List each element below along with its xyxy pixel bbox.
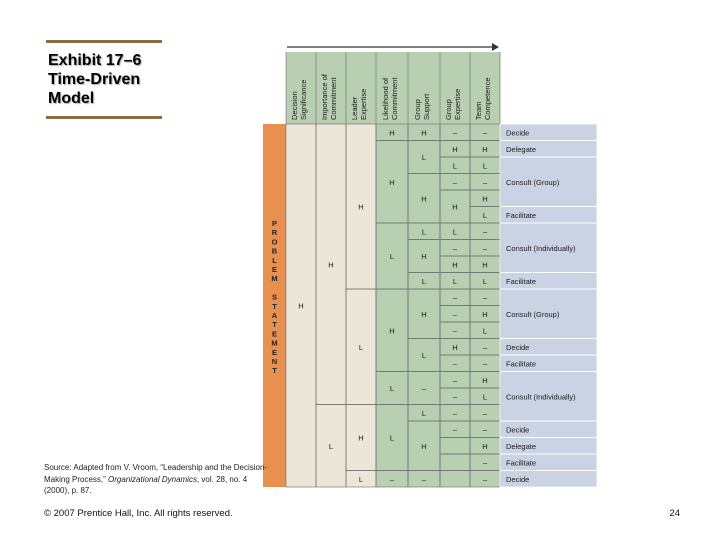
cell-value: L [421, 408, 427, 418]
problem-statement-letter: E [271, 265, 278, 274]
problem-statement-letter: S [271, 292, 278, 302]
copyright-footer: © 2007 Prentice Hall, Inc. All rights reserved. [44, 508, 233, 519]
outcome-label: Consult (Group) [506, 177, 560, 187]
source-citation: , vol. 28, no. 4 (2000), p. 87. [44, 474, 248, 495]
cell-value: – [482, 243, 488, 253]
cell-value: L [482, 161, 488, 171]
cell-value: L [421, 153, 427, 162]
problem-statement-letter: T [272, 301, 277, 311]
header-label-line: Expertise [359, 88, 368, 120]
header-label-line: Commitment [329, 77, 338, 120]
title-line-3: Model [48, 90, 95, 107]
cell-value: H [389, 326, 395, 336]
cell-value: H [482, 194, 488, 204]
header-label-line: Importance of [320, 74, 329, 120]
header-label-line: Decision [290, 91, 299, 120]
page-number: 24 [669, 508, 680, 519]
source-text: Source: Adapted from V. Vroom, “Leadership and the Decision-Making Process,” [44, 463, 268, 484]
outcome-label: Decide [506, 342, 530, 352]
problem-statement-letter: T [272, 366, 277, 376]
problem-statement-letter: E [271, 347, 278, 357]
cell-value: L [452, 161, 458, 171]
cell-value: – [452, 425, 458, 435]
cell-value: L [421, 276, 427, 286]
cell-value: – [452, 375, 458, 385]
cell-value: L [421, 227, 427, 237]
cell-value: – [452, 359, 458, 369]
cell-value: H [421, 252, 427, 261]
cell-value: L [482, 276, 488, 286]
cell-value: – [452, 392, 458, 402]
cell-value: – [452, 408, 458, 418]
cell-value: L [389, 252, 395, 261]
cell-value: H [482, 260, 488, 270]
header-label-line: Group [413, 99, 422, 120]
cell-value: H [482, 375, 488, 385]
outcome-label: Consult (Group) [506, 309, 560, 319]
cell-value: H [358, 433, 364, 443]
problem-statement-letter: E [271, 329, 278, 339]
cell-value: – [452, 243, 458, 253]
cell-value: H [358, 202, 364, 212]
cell-value: H [482, 144, 488, 154]
time-arrow-head [492, 43, 499, 51]
cell-value: L [358, 474, 364, 484]
cell-value: – [421, 384, 427, 393]
cell-value: H [298, 301, 304, 311]
cell-value: – [482, 408, 488, 418]
cell-value: – [482, 128, 488, 138]
outcome-label: Delegate [506, 441, 537, 451]
cell-value: L [421, 351, 427, 360]
cell-value: H [452, 202, 458, 212]
problem-statement-letter: B [271, 246, 278, 256]
source-journal: Organizational Dynamics [108, 474, 197, 484]
cell-value: – [421, 474, 427, 484]
cell-value: L [482, 210, 488, 220]
cell-value: H [482, 309, 488, 319]
cell-value: L [389, 433, 395, 443]
cell-value: L [452, 276, 458, 286]
header-label-line: Significance [299, 79, 308, 120]
title-line-2: Time-Driven [48, 71, 141, 88]
cell-value: H [452, 144, 458, 154]
outcome-label: Consult (Individually) [506, 392, 576, 402]
problem-statement-letter: N [271, 357, 278, 366]
cell-value: H [452, 342, 458, 352]
cell-value: H [452, 260, 458, 270]
outcome-label: Decide [506, 128, 530, 138]
cell-value: L [389, 384, 395, 393]
cell-value: – [452, 309, 458, 319]
outcome-label: Facilitate [506, 359, 537, 369]
header-label-line: Team [474, 101, 483, 120]
outcome-label: Facilitate [506, 458, 537, 468]
header-label-4 [381, 77, 399, 120]
cell-value: – [452, 293, 458, 303]
problem-statement-letter: R [271, 228, 278, 238]
cell-value: – [482, 425, 488, 435]
cell-value: – [482, 227, 488, 237]
cell-value: L [358, 342, 364, 352]
cell-value: – [452, 177, 458, 187]
cell-value: – [482, 342, 488, 352]
title-line-1: Exhibit 17–6 [48, 52, 142, 69]
problem-statement-letter: A [271, 311, 278, 320]
cell-value: H [421, 309, 427, 319]
problem-statement-letter: T [272, 320, 277, 330]
problem-statement-letter: P [271, 219, 278, 228]
cell-value: L [328, 441, 334, 451]
outcome-label: Facilitate [506, 276, 537, 286]
outcome-label: Delegate [506, 144, 537, 154]
outcome-label: Decide [506, 474, 530, 484]
cell-value: – [482, 359, 488, 369]
header-label-line: Competence [483, 77, 492, 120]
cell-value: – [482, 293, 488, 303]
header-label-line: Leader [350, 96, 359, 120]
header-label-line: Group [444, 99, 453, 120]
cell-value: – [452, 128, 458, 138]
source-note [44, 462, 274, 497]
cell-value: – [482, 458, 488, 468]
problem-statement-letter: L [272, 255, 277, 265]
header-label-line: Likelihood of [381, 77, 390, 120]
cell-value: – [482, 474, 488, 484]
cell-value: L [482, 326, 488, 336]
header-label-2 [320, 73, 338, 120]
problem-statement-letter: M [271, 274, 278, 284]
cell-value: L [452, 227, 458, 237]
outcome-label: Facilitate [506, 210, 537, 220]
header-label-line: Support [422, 93, 431, 120]
cell-value: L [482, 392, 488, 402]
cell-value: H [482, 441, 488, 451]
cell-value: H [421, 128, 427, 138]
cell-value: – [482, 177, 488, 187]
outcome-label: Consult (Individually) [506, 243, 576, 253]
problem-statement-letter: O [271, 237, 278, 247]
cell-value: H [421, 441, 427, 451]
problem-statement-letter: M [271, 338, 278, 348]
cell-value: H [389, 177, 395, 187]
cell-value: H [421, 194, 427, 204]
header-label-line: Commitment [390, 77, 399, 120]
cell-value: – [452, 326, 458, 336]
outcome-label: Decide [506, 425, 530, 435]
header-label-line: Expertise [453, 88, 462, 120]
cell-value: H [328, 260, 334, 270]
cell-value: H [389, 128, 395, 138]
cell-value: – [389, 474, 395, 484]
